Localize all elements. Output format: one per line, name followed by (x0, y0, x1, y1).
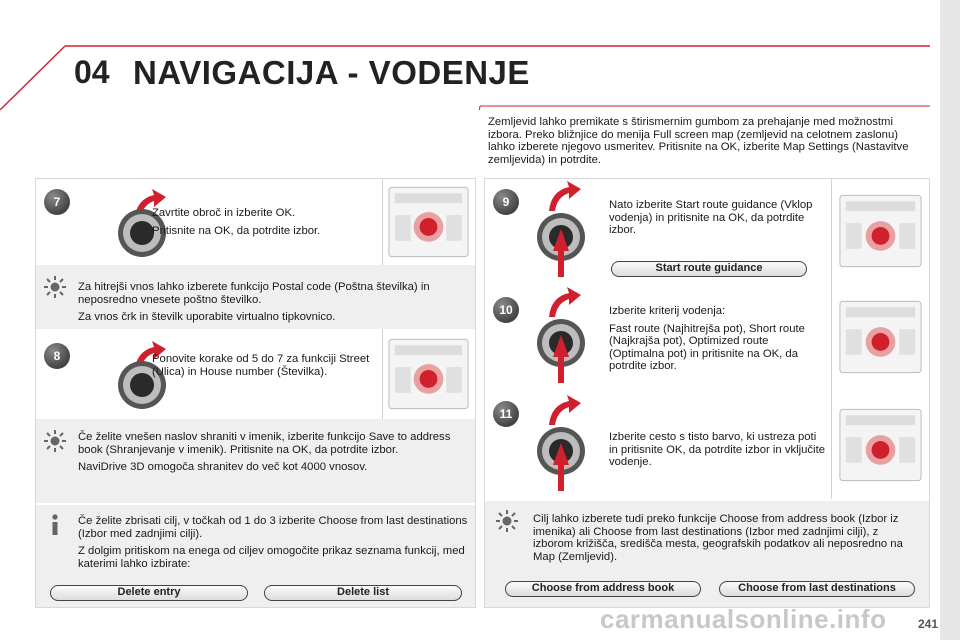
choose-from-address-book-button[interactable]: Choose from address book (505, 581, 701, 597)
step-8-block (36, 329, 475, 419)
page-side-bar (940, 0, 960, 640)
tip-1-text: Za hitrejši vnos lahko izberete funkcijo Postal code (Poštna številka) in neposredno vnesete poštno številko. Za vnos črk in številk uporabite virtualno tipkovnico. (78, 281, 430, 324)
step-9-block (485, 179, 929, 283)
tip-3-block (485, 501, 929, 607)
page-title: NAVIGACIJA - VODENJE (133, 54, 530, 91)
step-11-text: Izberite cesto s tisto barvo, ki ustreza poti in pritisnite OK, da potrdite izbor in vključite vodenje. (609, 431, 825, 469)
left-panel (35, 178, 476, 608)
radio-unit-icon (831, 179, 929, 283)
tip-2-block (36, 419, 475, 503)
info-block (36, 505, 475, 607)
control-knob-icon (529, 395, 609, 495)
rotate-arrow-icon (549, 287, 581, 317)
chapter-number: 04 (74, 54, 110, 90)
tip-2-text: Če želite vnešen naslov shraniti v imenik, izberite funkcijo Save to address book (Shranjevanje v imenik). Pritisnite na OK, da potrdite izbor. NaviDrive 3D omogoča shranitev do več kot 4000 vnosov. (78, 431, 451, 474)
radio-unit-icon (831, 391, 929, 499)
step-badge: 7 (44, 189, 70, 215)
sun-tip-icon (495, 509, 519, 533)
step-badge: 9 (493, 189, 519, 215)
sun-tip-icon (43, 275, 67, 299)
step-8-text: Ponovite korake od 5 do 7 za funkciji Street (Ulica) in House number (Številka). (152, 353, 370, 378)
step-7-block (36, 179, 475, 265)
step-7-text: Zavrtite obroč in izberite OK. Pritisnite na OK, da potrdite izbor. (152, 207, 321, 237)
intro-text: Zemljevid lahko premikate s štirismernim gumbom za prehajanje med možnostmi izbora. Preko bližnjice do menija Full screen map (zemljevid na celotnem zaslonu) lahko izberete njegovo usmeritev. Pritisnite na OK, izberite Map Settings (Nastavitve zemljevida) in potrdite. (488, 116, 909, 166)
watermark: carmanualsonline.info (600, 604, 887, 634)
radio-unit-icon (382, 329, 475, 419)
control-knob-icon (529, 181, 609, 281)
info-text: Če želite zbrisati cilj, v točkah od 1 do 3 izberite Choose from last destinations (Izbor med zadnjimi cilji). Z dolgim pritiskom na enega od ciljev omogočite prikaz seznama funkcij, med katerimi lahko izbirate: (78, 515, 468, 570)
right-panel (484, 178, 930, 608)
step-10-block (485, 283, 929, 391)
step-badge: 10 (493, 297, 519, 323)
step-badge: 11 (493, 401, 519, 427)
delete-list-button[interactable]: Delete list (264, 585, 462, 601)
step-9-text: Nato izberite Start route guidance (Vklop vodenja) in pritisnite na OK, da potrdite izbor. (609, 199, 813, 237)
rotate-arrow-icon (549, 395, 581, 425)
tip-1-block (36, 265, 475, 329)
tip-3-text: Cilj lahko izberete tudi preko funkcije Choose from address book (Izbor iz imenika) ali Choose from last destinations (Izbor med zadnjimi cilji), z izborom križišča, središča mesta, geografskih podatkov ali neposredno na Map (Zemljevid). (533, 513, 903, 563)
control-knob-icon (529, 287, 609, 387)
step-10-text: Izberite kriterij vodenja: Fast route (Najhitrejša pot), Short route (Najkrajša pot), Optimized route (Optimalna pot) in pritisnite na OK, da potrdite izbor. (609, 305, 805, 373)
info-icon (43, 513, 67, 537)
start-route-guidance-button[interactable]: Start route guidance (611, 261, 807, 277)
choose-from-last-destinations-button[interactable]: Choose from last destinations (719, 581, 915, 597)
delete-entry-button[interactable]: Delete entry (50, 585, 248, 601)
page-number: 241 (917, 617, 938, 631)
radio-unit-icon (382, 179, 475, 265)
rotate-arrow-icon (549, 181, 581, 211)
sun-tip-icon (43, 429, 67, 453)
radio-unit-icon (831, 283, 929, 391)
step-11-block (485, 391, 929, 499)
step-badge: 8 (44, 343, 70, 369)
